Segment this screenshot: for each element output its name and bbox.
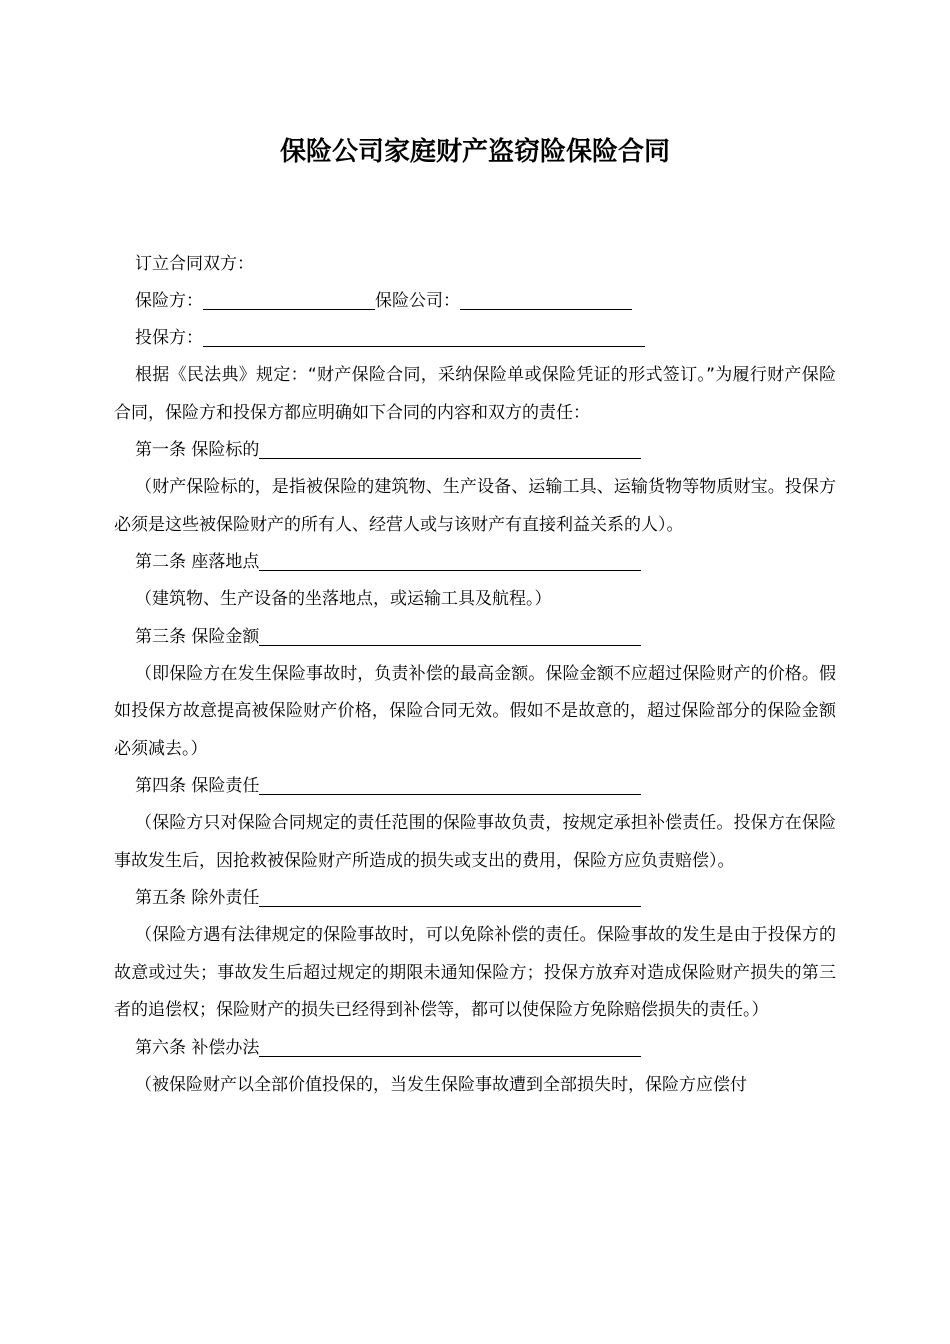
page-title: 保险公司家庭财产盗窃险保险合同 xyxy=(279,137,670,167)
insurer-line xyxy=(114,283,836,320)
article-heading xyxy=(114,544,836,581)
insured-label: 投保方： xyxy=(135,328,203,348)
insured-line xyxy=(114,320,836,357)
article-heading xyxy=(114,1030,836,1067)
contract-body xyxy=(114,246,836,1104)
article-blank[interactable] xyxy=(259,774,641,795)
article-note: （财产保险标的，是指被保险的建筑物、生产设备、运输工具、运输货物等物质财宝。投保方必须是这些被保险财产的所有人、经营人或与该财产有直接利益关系的人）。 xyxy=(114,477,836,535)
insurer-blank[interactable] xyxy=(203,289,375,310)
article-blank[interactable] xyxy=(259,625,641,646)
article-heading-label: 第六条 补偿办法 xyxy=(135,1037,260,1058)
article-note: （即保险方在发生保险事故时，负责补偿的最高金额。保险金额不应超过保险财产的价格。假如投保方故意提高被保险财产价格，保险合同无效。假如不是故意的，超过保险部分的保险金额必须减去。） xyxy=(114,663,836,759)
article-heading xyxy=(114,619,836,656)
insured-blank[interactable] xyxy=(203,326,645,347)
insurer-label: 保险方： xyxy=(135,291,203,311)
article-blank[interactable] xyxy=(259,1036,641,1057)
insurer-company-label: 保险公司： xyxy=(375,291,460,311)
article-blank[interactable] xyxy=(259,438,641,459)
article-heading-label: 第四条 保险责任 xyxy=(135,776,260,796)
article-heading-label: 第一条 保险标的 xyxy=(135,440,260,460)
article-note: （保险方遇有法律规定的保险事故时，可以免除补偿的责任。保险事故的发生是由于投保方的故意或过失；事故发生后超过规定的期限未通知保险方；投保方放弃对造成保险财产损失的第三者的追偿权；保险财产的损失已经得到补偿等，都可以使保险方免除赔偿损失的责任。） xyxy=(114,925,836,1020)
article-heading-label: 第二条 座落地点 xyxy=(135,552,260,572)
article-note: （建筑物、生产设备的坐落地点，或运输工具及航程。） xyxy=(135,589,552,609)
article-blank[interactable] xyxy=(259,550,641,571)
article-note: （被保险财产以全部价值投保的，当发生保险事故遭到全部损失时，保险方应偿付 xyxy=(135,1074,747,1095)
parties-intro: 订立合同双方： xyxy=(135,254,254,274)
article-heading xyxy=(114,768,836,805)
article-heading-label: 第五条 除外责任 xyxy=(135,888,260,908)
insurer-company-blank[interactable] xyxy=(460,289,632,310)
article-heading xyxy=(114,880,836,917)
article-blank[interactable] xyxy=(259,886,641,907)
article-note: （保险方只对保险合同规定的责任范围的保险事故负责，按规定承担补偿责任。投保方在保险事故发生后，因抢救被保险财产所造成的损失或支出的费用，保险方应负责赔偿）。 xyxy=(114,813,836,871)
article-heading-label: 第三条 保险金额 xyxy=(135,626,260,647)
preamble: 根据《民法典》规定：“财产保险合同，采纳保险单或保险凭证的形式签订。”为履行财产保险合同，保险方和投保方都应明确如下合同的内容和双方的责任： xyxy=(114,365,836,423)
article-heading xyxy=(114,432,836,469)
